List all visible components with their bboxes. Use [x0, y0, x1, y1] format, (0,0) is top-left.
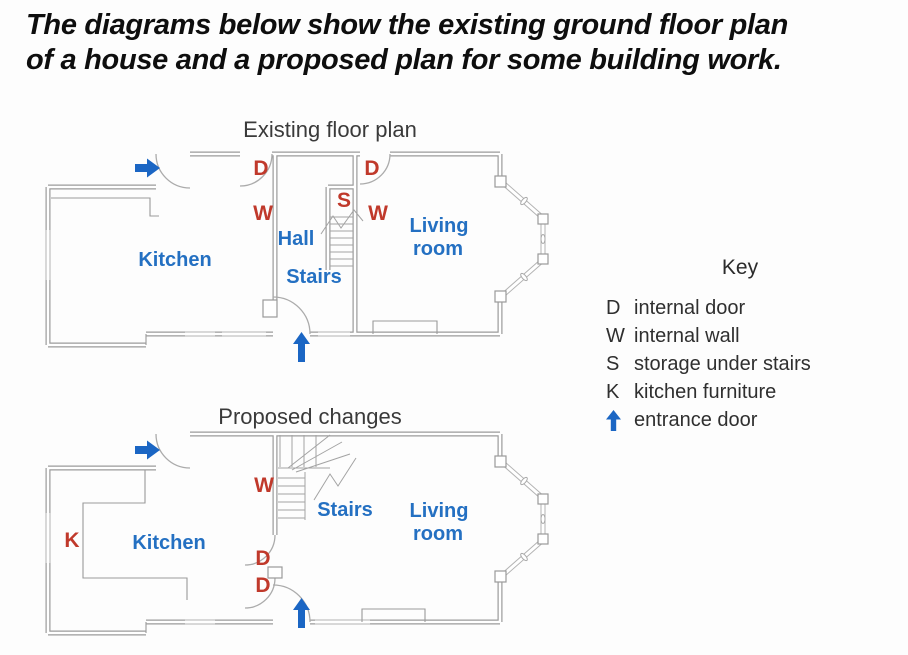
- existing-door-marker-right: D: [364, 157, 380, 180]
- heading-line-2: of a house and a proposed plan for some building work.: [26, 44, 782, 76]
- key-symbol-d: D: [606, 296, 621, 319]
- key-label-internal-wall: internal wall: [634, 324, 740, 347]
- key-row-storage-under-stairs: [594, 350, 886, 378]
- existing-living-room-label-line1: Living: [409, 215, 469, 237]
- key-label-internal-door: internal door: [634, 296, 746, 319]
- existing-storage-marker: S: [336, 189, 352, 212]
- entrance-arrow-icon: [293, 598, 310, 628]
- key-title: Key: [721, 256, 759, 279]
- slide-heading: [26, 8, 900, 78]
- existing-wall-marker-left: W: [253, 202, 273, 225]
- existing-bay-window: [495, 176, 548, 302]
- key-row-kitchen-furniture: [594, 378, 886, 406]
- proposed-wall-marker: W: [254, 474, 274, 497]
- key-symbol-w: W: [606, 324, 625, 347]
- key-symbol-s: S: [606, 352, 620, 375]
- heading-line-1: The diagrams below show the existing ground floor plan: [26, 9, 789, 41]
- key-symbol-k: K: [606, 380, 620, 403]
- proposed-windows: [48, 513, 370, 622]
- side-entrance-arrow-icon: [135, 441, 160, 460]
- key-legend: [594, 256, 886, 434]
- key-row-entrance-door: [594, 406, 886, 434]
- key-label-storage-under-stairs: storage under stairs: [634, 352, 811, 375]
- existing-floor-plan: [38, 140, 568, 362]
- proposed-plan-title: Proposed changes: [218, 404, 402, 429]
- proposed-stairs-label: Stairs: [317, 499, 373, 521]
- proposed-kitchen-label: Kitchen: [132, 532, 206, 554]
- existing-plan-title: Existing floor plan: [243, 117, 417, 142]
- side-entrance-door-arc: [156, 434, 190, 468]
- proposed-living-room-label-line1: Living: [409, 500, 469, 522]
- proposed-bay-window: [495, 456, 548, 582]
- existing-hall-label: Hall: [277, 228, 315, 250]
- proposed-floor-plan: [38, 428, 568, 653]
- key-label-kitchen-furniture: kitchen furniture: [634, 380, 777, 403]
- key-label-entrance-door: entrance door: [634, 408, 758, 431]
- existing-wall-marker-right: W: [368, 202, 388, 225]
- existing-stairs-label: Stairs: [286, 266, 342, 288]
- existing-living-room-label-line2: room: [413, 238, 463, 260]
- proposed-door-marker-upper: D: [255, 547, 271, 570]
- proposed-kitchen-furniture-marker: K: [64, 529, 80, 552]
- entrance-door-arc: [273, 297, 310, 334]
- side-entrance-door-arc: [156, 154, 190, 188]
- entrance-door-arrow-icon: [594, 410, 634, 431]
- proposed-door-arcs: [156, 434, 310, 622]
- key-row-internal-wall: [594, 322, 886, 350]
- entrance-arrow-icon: [293, 332, 310, 362]
- existing-kitchen-label: Kitchen: [138, 249, 212, 271]
- proposed-door-marker-lower: D: [255, 574, 271, 597]
- existing-door-marker-left: D: [253, 157, 269, 180]
- proposed-living-room-label-line2: room: [413, 523, 463, 545]
- key-row-internal-door: [594, 294, 886, 322]
